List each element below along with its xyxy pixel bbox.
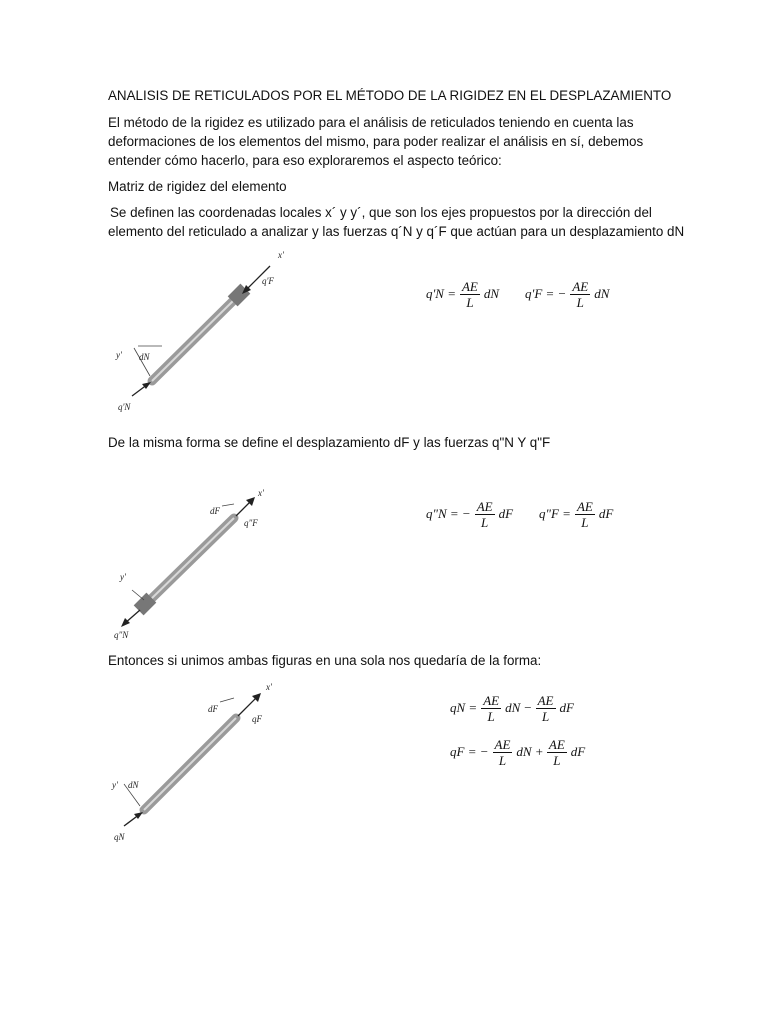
eq-variable: dN xyxy=(483,286,500,301)
eq-numerator: AE xyxy=(576,498,593,514)
page-title: ANALISIS DE RETICULADOS POR EL MÉTODO DE LA RIGIDEZ EN EL DESPLAZAMIENTO xyxy=(108,88,672,103)
coords-line: Se definen las coordenadas locales x´ y y´, que son los ejes propuestos por la dirección del xyxy=(110,205,652,220)
dimension-line xyxy=(132,590,144,600)
x-axis-label: x' xyxy=(258,488,264,498)
dN-label: dN xyxy=(128,780,139,790)
eq-variable: dN xyxy=(516,744,532,759)
eq-variable: dF xyxy=(559,700,574,715)
eq-denominator: L xyxy=(498,752,507,768)
eq-lhs: q"F = xyxy=(539,506,571,521)
eq-lhs: q'N = xyxy=(426,286,456,301)
element-figure-2 xyxy=(110,482,290,642)
third-paragraph: Entonces si unimos ambas figuras en una sola nos quedaría de la forma: xyxy=(108,653,542,668)
eq-numerator: AE xyxy=(483,692,500,708)
eq-lhs: qF = − xyxy=(450,744,489,759)
eq-operator: − xyxy=(524,700,532,715)
dN-label: dN xyxy=(139,352,150,362)
dF-label: dF xyxy=(210,506,220,516)
dF-label: dF xyxy=(208,704,218,714)
intro-line: El método de la rigidez es utilizado para el análisis de reticulados teniendo en cuenta las xyxy=(108,115,634,130)
equation-3 xyxy=(450,686,585,774)
intro-line: deformaciones de los elementos del mismo, para poder realizar el análisis en sí, debemos xyxy=(108,134,644,149)
eq-operator: + xyxy=(535,744,543,759)
eq-numerator: AE xyxy=(461,278,478,294)
force-label-qppF: q"F xyxy=(244,518,258,528)
eq-variable: dF xyxy=(570,744,586,759)
eq-numerator: AE xyxy=(548,736,565,752)
element-figure-3 xyxy=(110,676,290,846)
eq-lhs: qN = xyxy=(450,700,478,715)
equation-1 xyxy=(426,272,609,316)
dimension-tick xyxy=(222,504,234,506)
eq-denominator: L xyxy=(466,294,474,310)
y-axis-label: y' xyxy=(116,350,122,360)
eq-numerator: AE xyxy=(537,692,554,708)
eq-variable: dF xyxy=(598,506,614,521)
eq-numerator: AE xyxy=(476,498,493,514)
coords-line: elemento del reticulado a analizar y las fuerzas q´N y q´F que actúan para un desplazamiento dN xyxy=(108,224,685,239)
eq-denominator: L xyxy=(481,514,489,530)
element-figure-1 xyxy=(110,248,290,418)
bar-highlight xyxy=(144,718,236,810)
eq-denominator: L xyxy=(553,752,561,768)
force-label-qpF: q'F xyxy=(262,276,274,286)
eq-denominator: L xyxy=(541,708,550,724)
y-axis-label: y' xyxy=(120,572,126,582)
eq-lhs: q"N = − xyxy=(426,506,471,521)
dimension-tick xyxy=(220,698,234,702)
eq-numerator: AE xyxy=(494,736,511,752)
x-axis-label: x' xyxy=(278,250,284,260)
y-axis-label: y' xyxy=(112,780,118,790)
eq-numerator: AE xyxy=(572,278,589,294)
eq-denominator: L xyxy=(581,514,589,530)
eq-denominator: L xyxy=(576,294,584,310)
eq-variable: dN xyxy=(505,700,521,715)
eq-variable: dN xyxy=(594,286,610,301)
bar-highlight xyxy=(148,518,234,602)
section-subtitle: Matriz de rigidez del elemento xyxy=(108,179,287,194)
force-label-qpN: q'N xyxy=(118,402,131,412)
bar-highlight xyxy=(152,298,236,381)
intro-line: entender cómo hacerlo, para eso exploraremos el aspecto teórico: xyxy=(108,153,502,168)
eq-lhs: q'F = − xyxy=(525,286,567,301)
x-axis-label: x' xyxy=(266,682,272,692)
eq-denominator: L xyxy=(487,708,495,724)
force-label-qF: qF xyxy=(252,714,262,724)
eq-variable: dF xyxy=(498,506,514,521)
second-paragraph: De la misma forma se define el desplazamiento dF y las fuerzas q"N Y q"F xyxy=(108,435,551,450)
force-label-qN: qN xyxy=(114,832,125,842)
force-label-qppN: q"N xyxy=(114,630,129,640)
equation-2 xyxy=(426,492,613,536)
